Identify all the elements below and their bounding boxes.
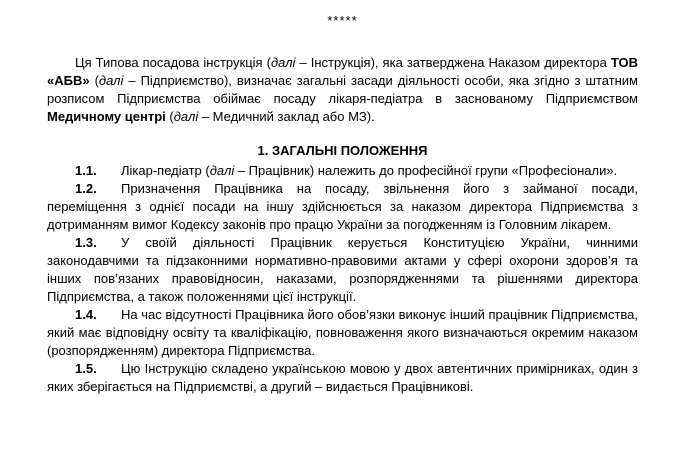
intro-italic-1: далі <box>270 55 296 70</box>
clause-1-2 <box>47 180 638 234</box>
clause-number: 1.1. <box>75 163 97 178</box>
clause-1-4 <box>47 306 638 360</box>
clause-number: 1.3. <box>75 235 97 250</box>
separator-stars: ***** <box>327 13 358 28</box>
intro-text-3: ( <box>89 73 99 88</box>
clause-text: Призначення Працівника на посаду, звільнення його з займаної посади, переміщення з однієї посади на іншу здійснюється за наказом директора Підприємства з дотриманням вимог Кодексу законів про працю України за погодженням із Головним лікарем. <box>47 181 638 232</box>
clause-number: 1.2. <box>75 181 97 196</box>
clause-1-3 <box>47 234 638 306</box>
clause-1-1 <box>47 162 638 180</box>
intro-text-6: – Медичний заклад або МЗ). <box>198 109 375 124</box>
intro-italic-2: далі <box>98 73 124 88</box>
intro-paragraph <box>47 54 638 126</box>
intro-text-2: – Інструкція), яка затверджена Наказом директора <box>295 55 611 70</box>
medical-center-name: Медичному центрі <box>47 109 166 124</box>
clause-text: – Працівник) належить до професійної групи «Професіонали». <box>234 163 618 178</box>
section-title: 1. ЗАГАЛЬНІ ПОЛОЖЕННЯ <box>257 143 428 158</box>
clause-italic: далі <box>209 163 235 178</box>
clause-text: У своїй діяльності Працівник керується Конституцією України, чинними законодавчими та підзаконними нормативно-правовими актами у сфері охорони здоров’я та інших пов’язаних правовідносин, наказами, розпорядженнями та рішеннями директора Підприємства, а також положеннями цієї інструкції. <box>47 235 638 304</box>
clause-text: На час відсутності Працівника його обов’язки виконує інший працівник Підприємства, який має відповідну освіту та кваліфікацію, повноваження якого визначаються окремим наказом (розпорядженням) директора Підприємства. <box>47 307 638 358</box>
intro-text-5: ( <box>165 109 174 124</box>
clause-number: 1.4. <box>75 307 97 322</box>
intro-text-4: – Підприємство), визначає загальні засади діяльності особи, яка згідно з штатним розписом Підприємства обіймає посаду лікаря-педіатра в заснованому Підприємством <box>47 73 638 106</box>
intro-text-1: Ця Типова посадова інструкція ( <box>75 55 271 70</box>
clause-text: Лікар-педіатр ( <box>121 163 210 178</box>
clause-1-5 <box>47 360 638 396</box>
intro-italic-3: далі <box>173 109 199 124</box>
clause-number: 1.5. <box>75 361 97 376</box>
clause-text: Цю Інструкцію складено українською мовою у двох автентичних примірниках, один з яких зберігається на Підприємстві, а другий – видається Працівникові. <box>47 361 638 394</box>
company-name: ТОВ «АБВ» <box>47 55 639 88</box>
